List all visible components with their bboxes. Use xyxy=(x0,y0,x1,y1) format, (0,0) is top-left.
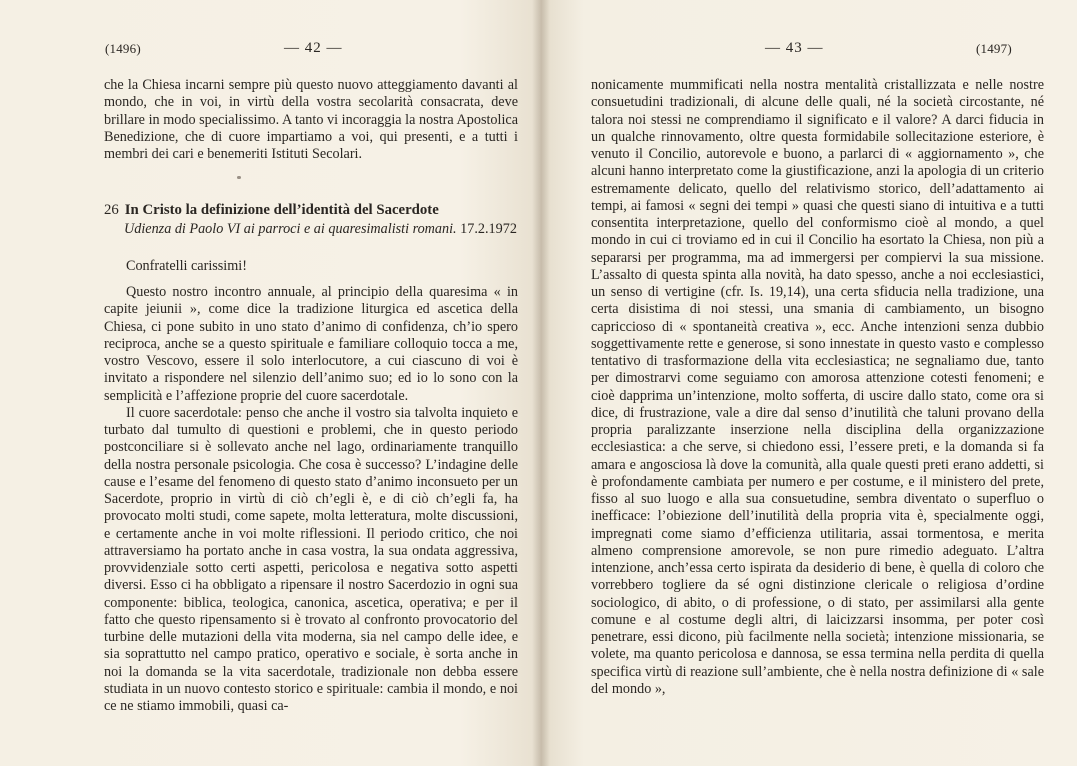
folio-right: — 43 — xyxy=(765,40,824,56)
page-number-left: (1496) xyxy=(105,41,141,56)
section-subtitle xyxy=(124,221,524,238)
body-paragraph-1: Questo nostro incontro annuale, al principio della quaresima « in capite jeiunii », come dice la tradizione liturgica ed ascetica della Chiesa, ci pone subito in uno stato d’animo di confidenza, ch’io spero reciproca, anche se a questo spirituale e familiare colloquio tocca a me, vostro Vescovo, essere il solo interlocutore, a cui ciascuno di voi è invitato a rispondere nel silenzio dell’animo suo; ed io lo sono con la semplicità e l’affezione proprie del cuore sacerdotale. xyxy=(104,284,518,404)
ornament-dot xyxy=(237,176,241,179)
body-paragraph-continued: nonicamente mummificati nella nostra mentalità cristallizzata e nelle nostre consuetudini tradizionali, di alcune delle quali, né la società circostante, né talora noi stessi ne comprendiamo il significato e il valore? A darci fiducia in un qualche rinnovamento, oltre questa formidabile sollecitazione esteriore, è venuto il Concilio, autorevole e buono, a parlarci di « aggiornamento », che alcuni hanno interpretato come la giustificazione, anzi la apologia di un criterio estremamente delicato, quello del relativismo storico, dell’adattamento ai tempi, ai famosi « segni dei tempi » quasi che questi siano di intuitiva e a tutti consentita interpretazione, quello del conformismo cioè al mondo, a quel mondo in cui ci troviamo ed in cui il Concilio ha esortato la Chiesa, non più a separarsi per programma, ma ad immergersi per compiervi la sua missione. L’assalto di questa spinta alla novità, ha dato spesso, anche a noi ecclesiastici, un senso di vertigine (cfr. Is. 19,14), una certa sfiducia nella tradizione, una certa disistima di noi stessi, una smania di cambiamento, un bisogno capriccioso di « spontaneità creativa », ecc. Anche intenzioni senza dubbio soggettivamente rette e generose, si sono innestate in questo vasto e complesso tentativo di trasformazione della vita ecclesiastica; ne segnaliamo due, tanto per dimostrarvi come seguiamo con amorosa attenzione cotesti fenomeni; e cioè dapprima un’intenzione, molto sofferta, di uscire dallo stato, come ora si dice, di frustrazione, vale a dire dal senso d’inutilità che taluni provano della propria paralizzante inserzione nella disciplina della organizzazione ecclesiastica: a che serve, si chiedono essi, l’essere preti, e la domanda si fa amara e angosciosa là dove la comunità, alla quale questi preti erano addetti, si è profondamente cambiata per numero e per costume, e il ministero del prete, fisso al suo luogo e alla sua consuetudine, sembra diventato o superfluo o inefficace: l’obiezione dell’inutilità della propria vita è, specialmente oggi, impregnati come siamo d’efficienza utilitaria, assai tormentosa, e merita almeno comprensione amorevole, se non pure rimedio adeguato. L’altra intenzione, anch’essa certo ispirata da desiderio di bene, è quella di coloro che vorrebbero togliere da sé ogni distinzione clericale o religiosa d’ordine sociologico, di abito, o di professione, o di stato, per assimilarsi alla gente comune e al costume degli altri, di laicizzarsi insomma, per poter così penetrare, essi dicono, più facilmente nella società; intenzione missionaria, se volete, ma quanto pericolosa e dannosa, se essa termina nella perdita di quella specifica virtù di reazione sull’ambiente, che è nella nostra definizione di « sale del mondo », xyxy=(591,77,1044,697)
body-column-right xyxy=(591,77,1044,698)
body-paragraph-2: Il cuore sacerdotale: penso che anche il vostro sia talvolta inquieto e turbato dal tumulto di questioni e problemi, che in questo periodo postconciliare si è sollevato anche nel lago, ordinariamente tranquillo della nostra personale psicologia. Che cosa è successo? L’indagine delle cause e l’esame del fenomeno di questo stato d’animo inconsueto per un Sacerdote, proprio in virtù di ciò ch’egli è, e di ciò ch’egli fa, ha provocato molti studi, come sapete, molta letteratura, molte discussioni, e certamente anche in voi molte riflessioni. Il periodo critico, che noi attraversiamo ha portato anche in casa vostra, la sua ondata aggressiva, provvidenziale sotto certi aspetti, pericolosa e negativa sotto aspetti diversi. Esso ci ha obbligato a ripensare il nostro Sacerdozio in ogni sua componente: biblica, teologica, canonica, ascetica, operativa; e per il fatto che questo ripensamento si è trovato al confronto provocatorio del turbine delle mutazioni della vita moderna, sia nel campo delle idee, e sia soprattutto nel campo pratico, operativo e sociale, è sorta anche in noi la domanda se la vita sacerdotale, tradizionale non debba essere studiata in un nuovo contesto storico e spirituale: cambia il mondo, e noi ce ne stiamo immobili, quasi ca- xyxy=(104,404,518,714)
page-number-right: (1497) xyxy=(976,41,1012,56)
section-heading xyxy=(104,202,524,219)
subtitle-text: Udienza di Paolo VI ai parroci e ai quaresimalisti romani. xyxy=(124,221,457,237)
book-gutter xyxy=(532,0,550,766)
section-number: 26 xyxy=(104,202,119,218)
top-paragraph xyxy=(104,77,518,163)
right-page xyxy=(541,0,1077,766)
folio-left: — 42 — xyxy=(284,40,343,56)
body-column-left xyxy=(104,284,518,715)
section-title: In Cristo la definizione dell’identità del Sacerdote xyxy=(124,202,439,218)
closing-paragraph: che la Chiesa incarni sempre più questo nuovo atteggiamento davanti al mondo, che in voi, in virtù della vostra secolarità consacrata, deve brillare in modo specialissimo. A tanto vi incoraggia la nostra Apostolica Benedizione, che di cuore impartiamo a voi, qui presenti, e a tutti i membri dei cari e benemeriti Istituti Secolari. xyxy=(104,77,518,162)
salutation: Confratelli carissimi! xyxy=(126,258,247,274)
subtitle-date: 17.2.1972 xyxy=(460,221,517,237)
